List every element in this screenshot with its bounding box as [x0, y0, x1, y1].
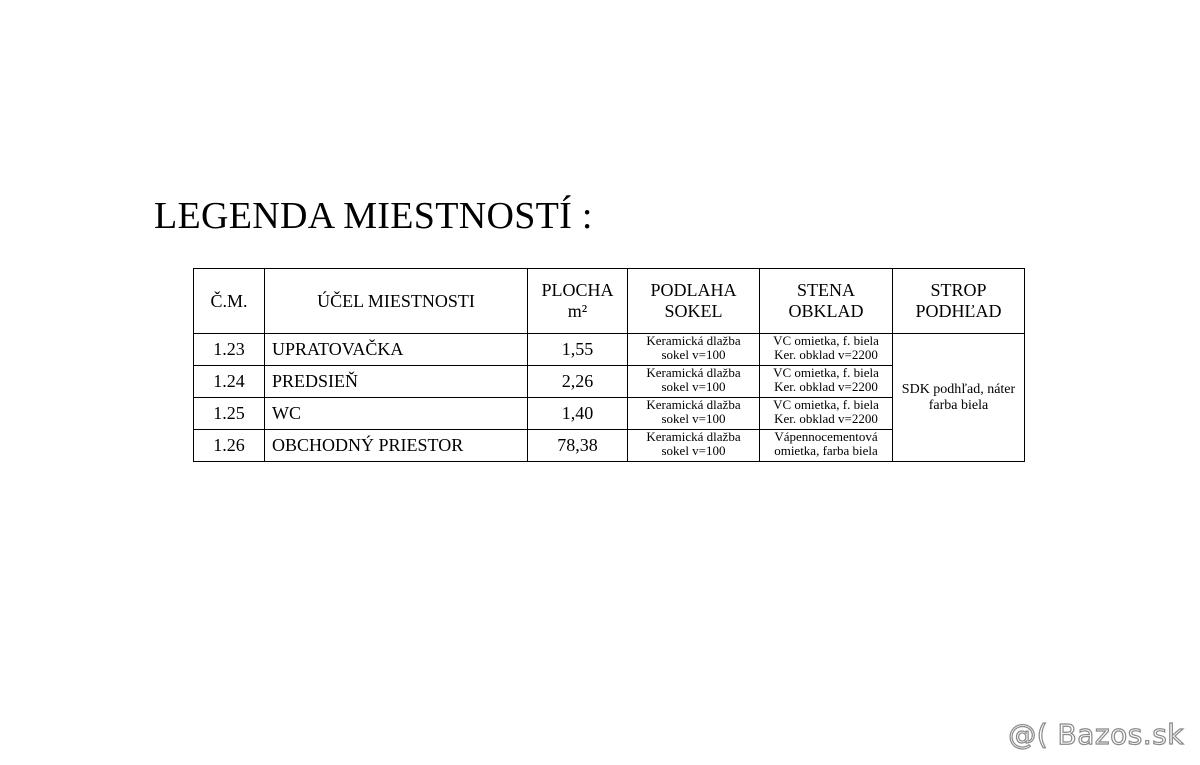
room-wall — [760, 334, 893, 366]
room-wall — [760, 366, 893, 398]
room-wall-line1: Vápennocementová — [774, 429, 878, 444]
room-floor-line2: sokel v=100 — [661, 443, 726, 458]
header-purpose: ÚČEL MIESTNOSTI — [265, 269, 528, 334]
ceiling-value-line1: SDK podhľad, náter — [901, 381, 1016, 397]
room-floor-line1: Keramická dlažba — [646, 397, 741, 412]
header-ceiling — [893, 269, 1025, 334]
room-wall-line1: VC omietka, f. biela — [773, 397, 879, 412]
header-wall-line1: STENA — [797, 280, 855, 300]
room-wall-line1: VC omietka, f. biela — [773, 365, 879, 380]
room-wall-line2: Ker. obklad v=2200 — [774, 379, 878, 394]
header-ceiling-line2: PODHĽAD — [915, 301, 1002, 321]
room-floor-line1: Keramická dlažba — [646, 429, 741, 444]
room-purpose: UPRATOVAČKA — [265, 334, 528, 366]
room-floor-line1: Keramická dlažba — [646, 365, 741, 380]
header-row — [194, 269, 1025, 334]
room-floor-line2: sokel v=100 — [661, 379, 726, 394]
ceiling-value-line2: farba biela — [928, 397, 989, 413]
room-wall — [760, 398, 893, 430]
room-area: 1,55 — [528, 334, 628, 366]
room-number: 1.25 — [194, 398, 265, 430]
room-floor — [628, 430, 760, 462]
ceiling-value — [893, 334, 1025, 462]
room-floor-line1: Keramická dlažba — [646, 333, 741, 348]
room-legend-table — [193, 268, 1025, 462]
room-wall-line2: Ker. obklad v=2200 — [774, 411, 878, 426]
header-wall — [760, 269, 893, 334]
table-row — [194, 334, 1025, 366]
legend-title: LEGENDA MIESTNOSTÍ : — [154, 195, 593, 237]
room-area: 78,38 — [528, 430, 628, 462]
room-area: 1,40 — [528, 398, 628, 430]
room-purpose: PREDSIEŇ — [265, 366, 528, 398]
header-ceiling-line1: STROP — [930, 280, 987, 300]
room-wall — [760, 430, 893, 462]
room-purpose: WC — [265, 398, 528, 430]
header-number: Č.M. — [194, 269, 265, 334]
room-wall-line2: Ker. obklad v=2200 — [774, 347, 878, 362]
room-purpose: OBCHODNÝ PRIESTOR — [265, 430, 528, 462]
header-floor-line2: SOKEL — [664, 301, 723, 321]
header-area-line2: m² — [567, 301, 588, 321]
room-floor — [628, 366, 760, 398]
header-area-line1: PLOCHA — [541, 280, 614, 300]
room-area: 2,26 — [528, 366, 628, 398]
header-area — [528, 269, 628, 334]
header-floor — [628, 269, 760, 334]
room-floor — [628, 398, 760, 430]
room-floor-line2: sokel v=100 — [661, 347, 726, 362]
room-wall-line1: VC omietka, f. biela — [773, 333, 879, 348]
room-floor-line2: sokel v=100 — [661, 411, 726, 426]
bazos-watermark: @( Bazos.sk — [1008, 718, 1184, 751]
room-number: 1.24 — [194, 366, 265, 398]
room-number: 1.23 — [194, 334, 265, 366]
room-floor — [628, 334, 760, 366]
header-floor-line1: PODLAHA — [650, 280, 737, 300]
room-number: 1.26 — [194, 430, 265, 462]
header-wall-line2: OBKLAD — [788, 301, 864, 321]
room-wall-line2: omietka, farba biela — [774, 443, 878, 458]
